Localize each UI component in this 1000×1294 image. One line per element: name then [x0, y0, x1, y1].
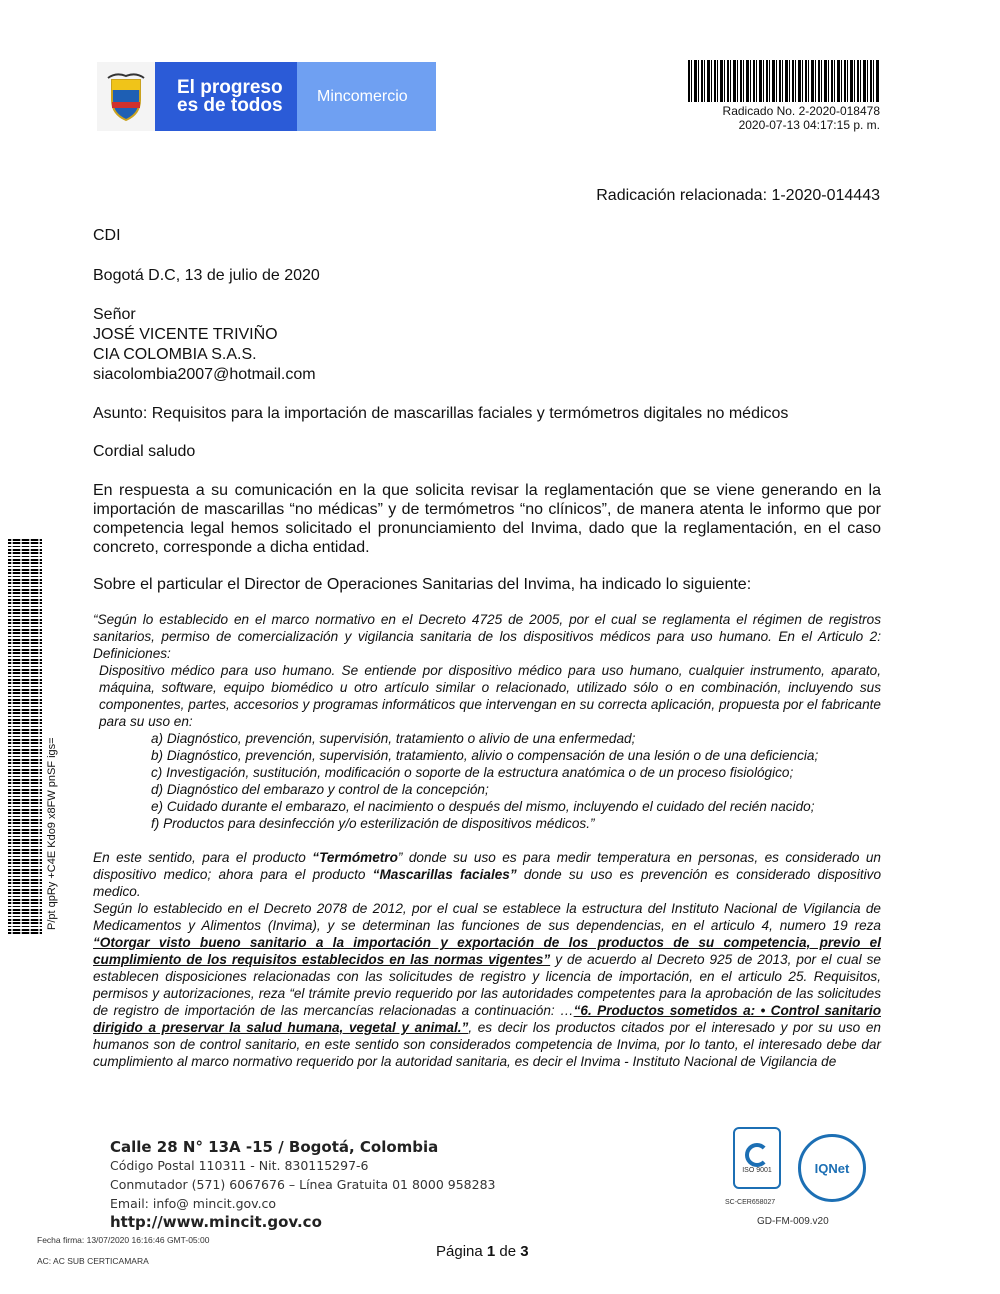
recipient-company: CIA COLOMBIA S.A.S.: [93, 346, 257, 363]
bold-underline-run: “6. Productos sometidos a: • Control sanitario dirigido a preservar la salud humana, vegetal y animal.”: [93, 1003, 881, 1035]
greeting: Cordial saludo: [93, 443, 196, 460]
bold-run: “Mascarillas faciales”: [372, 867, 517, 882]
footer-postal: Código Postal 110311 - Nit. 830115297-6: [110, 1158, 369, 1173]
footer-website-link[interactable]: http://www.mincit.gov.co: [110, 1213, 322, 1231]
icontec-certification-icon: [733, 1127, 781, 1189]
cdi-label: CDI: [93, 227, 121, 244]
quote-decree: [93, 900, 881, 1070]
cert-iso-label: ISO 9001: [742, 1166, 772, 1174]
recipient-email: siacolombia2007@hotmail.com: [93, 366, 316, 383]
quote-item: c) Investigación, sustitución, modificación o soporte de la estructura anatómica o de un proceso fisiológico;: [151, 765, 794, 780]
bold-run: “Termómetro: [312, 850, 398, 865]
footer-phone: Conmutador (571) 6067676 – Línea Gratuita 01 8000 958283: [110, 1177, 496, 1192]
logo-slogan: [155, 62, 297, 131]
text-run: Según lo establecido en el Decreto 2078 de 2012, por el cual se establece la estructura del Instituto Nacional de Vigilancia de Medicamentos y Alimentos (Invima), y se determinan las funciones de sus dependencias, en el articulo 4, numero 19 reza: [93, 901, 881, 933]
sign-date: Fecha firma: 13/07/2020 16:16:46 GMT-05:00: [37, 1235, 210, 1245]
text-run: ” donde su uso es para medir temperatura en personas, es considerado un dispositivo medico; ahora para el producto: [93, 850, 881, 882]
radicado-barcode: [688, 60, 880, 102]
page-current: 1: [486, 1243, 496, 1260]
logo-line2: es de todos: [177, 94, 283, 116]
footer-address: Calle 28 N° 13A -15 / Bogotá, Colombia: [110, 1138, 439, 1156]
page-word: Página: [436, 1243, 483, 1260]
radicado-block: [723, 104, 880, 132]
place-date: Bogotá D.C, 13 de julio de 2020: [93, 267, 320, 284]
radicado-number: Radicado No. 2-2020-018478: [722, 104, 880, 118]
subject-line: Asunto: Requisitos para la importación de mascarillas faciales y termómetros digitales no médicos: [93, 405, 789, 422]
signature-2d-barcode: [8, 538, 42, 934]
page-of: de: [499, 1243, 517, 1260]
quote-item: d) Diagnóstico del embarazo y control de la concepción;: [151, 782, 489, 797]
iqnet-certification-icon: [798, 1134, 866, 1202]
signature-hash-text: P/pt qpRy +C4E Kdo9 x8FW pnSF igs=: [46, 737, 58, 930]
text-run: donde su uso es prevención es considerado dispositivo medico.: [93, 867, 882, 899]
quote-item: e) Cuidado durante el embarazo, el nacimiento o después del mismo, incluyendo el cuidado del recién nacido;: [151, 799, 815, 814]
quote-item: b) Diagnóstico, prevención, supervisión, tratamiento, alivio o compensación de una lesión o de una deficiencia;: [151, 748, 819, 763]
quoted-text: [93, 611, 881, 1070]
certificate-authority: AC: AC SUB CERTICAMARA: [37, 1256, 149, 1266]
text-run: , es decir los productos citados por el interesado y por su uso en humanos son de control sanitario, en este sentido son considerados competencia de Invima, por lo tanto, el interesado debe dar cumplimiento al marco normativo requerido por la autoridad sanitaria, es decir el Invima - Instituto Nacional de Vigilancia de: [93, 1020, 881, 1069]
page-total: 3: [520, 1243, 529, 1260]
paragraph-intro-quote: Sobre el particular el Director de Operaciones Sanitarias del Invima, ha indicado lo siguiente:: [93, 576, 752, 593]
quote-item: a) Diagnóstico, prevención, supervisión, tratamiento o alivio de una enfermedad;: [151, 731, 636, 746]
quote-products: [93, 849, 881, 900]
quote-intro: “Según lo establecido en el marco normativo en el Decreto 4725 de 2005, por el cual se reglamenta el régimen de registros sanitarios, permiso de comercialización y vigilancia sanitaria de los dispositivos médicos para uso humano. En el Articulo 2: Definiciones:: [93, 612, 881, 661]
logo-ministry: Mincomercio: [297, 62, 436, 131]
salutation-title: Señor: [93, 306, 136, 323]
logo-line1: El progreso: [177, 76, 283, 98]
quote-item: f) Productos para desinfección y/o esterilización de dispositivos médicos.”: [151, 816, 595, 831]
bold-underline-run: “Otorgar visto bueno sanitario a la importación y exportación de los productos de su competencia, previo el cumplimiento de los requisitos establecidos en las normas vigentes”: [93, 935, 881, 967]
footer-contact: [110, 1138, 496, 1231]
footer-email: Email: info@ mincit.gov.co: [110, 1196, 277, 1211]
radicado-date: 2020-07-13 04:17:15 p. m.: [738, 118, 880, 132]
form-code: GD-FM-009.v20: [757, 1216, 829, 1227]
mincomercio-logo: [97, 62, 436, 131]
text-run: En este sentido, para el producto: [93, 850, 313, 865]
paragraph-response: En respuesta a su comunicación en la que solicita revisar la reglamentación que se viene generando en la importación de mascarillas “no médicas” y de termómetros “no clínicos”, de manera atenta le informo que por competencia legal hemos solicitado el pronunciamiento del Invima, dado que la reglamentación, en el caso concreto, corresponde a dicha entidad.: [93, 482, 881, 556]
text-run: y de acuerdo al Decreto 925 de 2013, por el cual se establecen disposiciones relacionadas con las solicitudes de registro y licencia de importación, en el articulo 25. Requisitos, permisos y autorizaciones, reza “el trámite previo requerido por las autoridades competentes para la aprobación de las solicitudes de registro de importación de las mercancías relacionadas a continuación: …: [93, 952, 881, 1018]
recipient-name: JOSÉ VICENTE TRIVIÑO: [93, 326, 278, 343]
quote-definition: Dispositivo médico para uso humano. Se entiende por dispositivo médico para uso humano, cualquier instrumento, aparato, máquina, software, equipo biomédico u otro artículo similar o relacionado, utilizado sólo o en combinación, incluyendo sus componentes, partes, accesorios y programas informáticos que intervengan en su correcta aplicación, propuesta por el fabricante para su uso en:: [99, 663, 881, 729]
cert-iqnet-label: IQNet: [814, 1160, 850, 1176]
coat-of-arms-icon: [97, 62, 155, 131]
cert-code: SC-CER658027: [725, 1199, 776, 1206]
page-number: [436, 1243, 529, 1260]
related-radicado: Radicación relacionada: 1-2020-014443: [596, 187, 880, 204]
